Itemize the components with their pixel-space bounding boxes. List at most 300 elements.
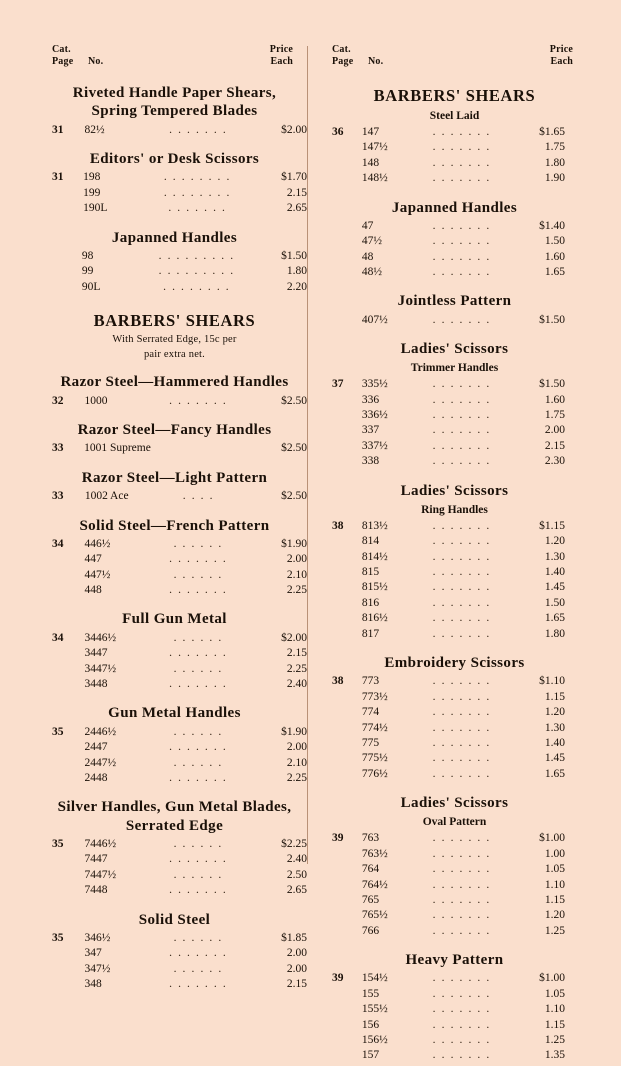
row-item-no: 147½ — [361, 141, 388, 154]
price-table — [332, 831, 587, 939]
row-leader-dots: . . . . . . . — [169, 771, 228, 784]
row-cat-page — [52, 977, 84, 992]
table-row — [332, 393, 587, 408]
row-item-no: 763 — [361, 832, 380, 845]
table-row — [52, 725, 307, 740]
price-table — [52, 123, 307, 138]
row-leader-dots: . . . . . . . — [432, 736, 491, 749]
column-header-cat: Cat. — [332, 44, 351, 55]
row-leader-dots: . . . . . . . — [169, 884, 228, 897]
row-cat-page — [332, 171, 362, 186]
row-leader-dots: . . . . . . . — [169, 123, 228, 136]
table-row — [52, 537, 307, 552]
price-table — [52, 394, 307, 409]
table-row — [52, 946, 307, 961]
row-item-no: 335½ — [361, 378, 388, 391]
row-price: 2.15 — [286, 647, 307, 660]
price-section — [52, 150, 307, 217]
row-price: 1.15 — [544, 690, 565, 703]
row-leader-dots: . . . . . . . — [432, 675, 491, 688]
table-row — [52, 552, 307, 567]
row-price: 1.30 — [544, 721, 565, 734]
row-price: 1.15 — [544, 893, 565, 906]
row-price: 1.80 — [544, 156, 565, 169]
left-column — [34, 44, 307, 994]
row-leader-dots: . . . . . . . — [432, 721, 491, 734]
row-item-no: 1000 — [84, 394, 108, 407]
row-price: 1.05 — [544, 863, 565, 876]
table-row — [52, 740, 307, 755]
row-cat-page — [332, 987, 362, 1002]
row-leader-dots: . . . . . . . — [432, 313, 491, 326]
table-row — [52, 756, 307, 771]
row-item-no: 774½ — [361, 721, 388, 734]
row-item-no: 156½ — [361, 1034, 388, 1047]
row-leader-dots: . . . . . . . — [432, 1018, 491, 1031]
row-item-no: 82½ — [84, 123, 105, 136]
row-cat-page — [332, 1048, 362, 1063]
table-row — [332, 893, 587, 908]
table-row — [332, 140, 587, 155]
row-item-no: 7448 — [84, 884, 108, 897]
table-row — [52, 186, 307, 201]
price-section — [332, 199, 587, 281]
row-leader-dots: . . . . . . . . . — [158, 265, 235, 278]
row-price: 2.25 — [286, 771, 307, 784]
section-title-line2: Serrated Edge — [125, 817, 224, 834]
row-price: $1.00 — [539, 832, 565, 845]
row-leader-dots: . . . . . . . — [169, 853, 228, 866]
table-row — [332, 736, 587, 751]
row-leader-dots: . . . . . . . — [432, 519, 491, 532]
row-price: $1.50 — [539, 313, 565, 326]
row-cat-page — [52, 740, 84, 755]
table-row — [332, 519, 587, 534]
section-title-line2: Spring Tempered Blades — [91, 103, 258, 120]
table-row — [332, 596, 587, 611]
row-item-no: 774 — [361, 706, 380, 719]
row-leader-dots: . . . . . . — [173, 662, 223, 675]
row-item-no: 198 — [83, 171, 101, 184]
row-cat-page — [332, 1002, 362, 1017]
row-leader-dots: . . . . . . . — [432, 409, 491, 422]
row-leader-dots: . . . . . . . . — [163, 186, 231, 199]
column-header-price-each — [144, 44, 307, 68]
row-price: 1.15 — [544, 1018, 565, 1031]
price-table — [52, 725, 307, 787]
row-leader-dots: . . . . . . . — [432, 878, 491, 891]
row-cat-page — [332, 423, 362, 438]
row-item-no: 190L — [83, 202, 108, 215]
row-price: $1.40 — [539, 219, 565, 232]
row-cat-page — [332, 908, 362, 923]
row-price: 1.05 — [544, 987, 565, 1000]
row-price: $2.00 — [281, 631, 307, 644]
row-cat-page — [332, 596, 362, 611]
section-title: Ladies' Scissors — [400, 795, 509, 812]
row-leader-dots: . . . . . . — [173, 756, 223, 769]
row-leader-dots: . . . . . . . — [432, 1049, 491, 1062]
column-header-no: No. — [88, 56, 104, 67]
row-leader-dots: . . . . . . . — [432, 156, 491, 169]
row-price: $2.25 — [281, 837, 307, 850]
section-title: Razor Steel—Fancy Handles — [77, 422, 272, 439]
row-cat-page — [332, 627, 362, 642]
price-section — [52, 798, 307, 898]
row-price: 1.25 — [544, 1034, 565, 1047]
section-title: Razor Steel—Hammered Handles — [60, 374, 289, 391]
section-subtitle: Trimmer Handles — [410, 362, 499, 375]
row-leader-dots: . . . . . . . — [432, 596, 491, 609]
price-table — [52, 631, 307, 693]
row-item-no: 1001 Supreme — [84, 442, 151, 455]
table-row — [332, 565, 587, 580]
row-price: 2.15 — [286, 978, 307, 991]
price-table — [52, 441, 307, 456]
price-section — [332, 951, 587, 1064]
column-header-page: Page — [332, 55, 354, 67]
price-table — [332, 377, 587, 469]
row-price: 2.00 — [286, 741, 307, 754]
row-cat-page — [52, 677, 84, 692]
row-price: 1.65 — [544, 767, 565, 780]
column-header-each: Each — [550, 55, 573, 67]
row-cat-page: 35 — [52, 837, 64, 850]
row-leader-dots: . . . . . . — [173, 725, 223, 738]
section-title: Riveted Handle Paper Shears, Spring Tempered Blades — [72, 85, 277, 120]
row-item-no: 148½ — [361, 172, 388, 185]
row-cat-page — [332, 736, 362, 751]
right-sections — [332, 86, 587, 1064]
row-leader-dots: . . . . . . . — [432, 767, 491, 780]
row-cat-page — [332, 156, 362, 171]
section-subtitle: Ring Handles — [421, 504, 488, 516]
section-title: Solid Steel — [138, 911, 211, 928]
row-price: $1.85 — [281, 931, 307, 944]
price-section — [332, 794, 587, 939]
row-price: $1.70 — [281, 171, 307, 184]
price-section — [332, 340, 587, 470]
row-item-no: 347 — [84, 947, 102, 960]
row-price: $1.00 — [539, 972, 565, 985]
table-row — [332, 265, 587, 280]
table-row — [52, 394, 307, 409]
row-leader-dots: . . . . . . — [173, 631, 223, 644]
row-price: 2.20 — [286, 280, 307, 293]
table-row — [332, 847, 587, 862]
row-leader-dots: . . . . . . . — [169, 553, 228, 566]
row-cat-page — [52, 852, 84, 867]
section-title: Ladies' Scissors — [400, 341, 509, 358]
price-table — [332, 971, 587, 1063]
row-leader-dots: . . . . . . . — [432, 550, 491, 563]
row-leader-dots: . . . . . . . — [432, 250, 491, 263]
row-cat-page: 34 — [52, 631, 64, 644]
table-row — [332, 423, 587, 438]
table-row — [332, 674, 587, 689]
row-price: 2.25 — [286, 662, 307, 675]
row-leader-dots: . . . . . . . — [169, 741, 228, 754]
table-row — [332, 878, 587, 893]
row-cat-page — [52, 552, 84, 567]
row-price: 2.10 — [286, 756, 307, 769]
row-cat-page — [332, 580, 362, 595]
row-price: 1.35 — [544, 1049, 565, 1062]
section-title: Heavy Pattern — [405, 952, 504, 969]
row-cat-page: 38 — [332, 675, 344, 688]
section-title: Jointless Pattern — [397, 293, 512, 310]
row-item-no: 3448 — [84, 677, 108, 690]
price-section — [52, 311, 307, 361]
row-item-no: 814 — [361, 535, 380, 548]
row-cat-page: 38 — [332, 519, 344, 532]
row-leader-dots: . . . . . . . . . — [158, 249, 235, 262]
table-row — [332, 987, 587, 1002]
row-item-no: 199 — [83, 186, 101, 199]
row-price: $2.50 — [281, 394, 307, 407]
price-section — [332, 292, 587, 328]
row-cat-page — [332, 250, 362, 265]
row-cat-page — [332, 219, 362, 234]
row-price: 1.40 — [544, 736, 565, 749]
column-header-price-each — [424, 44, 587, 68]
row-leader-dots: . . . . . . . — [169, 647, 228, 660]
table-row — [332, 250, 587, 265]
table-row — [52, 771, 307, 786]
row-item-no: 3447 — [84, 647, 108, 660]
row-price: 1.20 — [544, 535, 565, 548]
row-item-no: 147 — [361, 125, 380, 138]
row-price: 1.50 — [544, 596, 565, 609]
column-header-no: No. — [368, 56, 384, 67]
row-price: $2.50 — [281, 442, 307, 455]
row-leader-dots: . . . . . . . — [432, 172, 491, 185]
table-row — [52, 170, 307, 185]
row-cat-page — [332, 534, 362, 549]
row-cat-page — [332, 705, 362, 720]
right-column — [308, 44, 587, 1066]
row-cat-page — [52, 583, 84, 598]
row-price: $2.50 — [281, 490, 307, 503]
section-title: Gun Metal Handles — [108, 705, 241, 722]
price-table — [52, 931, 307, 993]
section-title: Japanned Handles — [391, 199, 518, 216]
table-row — [332, 125, 587, 140]
row-leader-dots: . . . . . . . — [432, 581, 491, 594]
row-item-no: 817 — [361, 627, 380, 640]
row-item-no: 814½ — [361, 550, 388, 563]
row-item-no: 764 — [361, 863, 380, 876]
table-row — [332, 862, 587, 877]
row-cat-page: 36 — [332, 125, 344, 138]
row-leader-dots: . . . . . . . — [432, 612, 491, 625]
row-price: 1.20 — [544, 909, 565, 922]
section-title: Full Gun Metal — [122, 611, 227, 628]
row-cat-page — [332, 313, 362, 328]
table-row — [52, 883, 307, 898]
price-section — [52, 229, 307, 296]
row-price: 1.00 — [544, 847, 565, 860]
table-row — [332, 377, 587, 392]
row-item-no: 336½ — [361, 409, 388, 422]
price-table — [52, 249, 307, 295]
price-table — [52, 489, 307, 504]
price-section — [52, 911, 307, 993]
row-leader-dots: . . . . . . . — [432, 266, 491, 279]
row-cat-page — [52, 568, 84, 583]
table-row — [332, 690, 587, 705]
table-row — [332, 721, 587, 736]
row-item-no: 815½ — [361, 581, 388, 594]
row-leader-dots: . . . . . . . — [432, 378, 491, 391]
left-sections — [52, 84, 307, 992]
section-title: Editors' or Desk Scissors — [89, 151, 260, 167]
row-cat-page — [332, 611, 362, 626]
row-item-no: 337½ — [361, 439, 388, 452]
row-leader-dots: . . . . . . . — [432, 125, 491, 138]
row-item-no: 816 — [361, 596, 380, 609]
column-header-cat-page — [332, 44, 366, 68]
row-price: 1.80 — [286, 265, 307, 278]
row-cat-page — [52, 646, 84, 661]
column-header-cat-page — [52, 44, 86, 68]
table-row — [332, 534, 587, 549]
row-cat-page — [332, 565, 362, 580]
price-table — [52, 837, 307, 899]
section-subtitle: Oval Pattern — [422, 816, 487, 829]
table-row — [332, 439, 587, 454]
row-price: 2.50 — [286, 868, 307, 881]
row-item-no: 773 — [361, 675, 380, 688]
row-cat-page: 39 — [332, 832, 344, 845]
table-row — [332, 156, 587, 171]
row-leader-dots: . . . . . . . — [432, 832, 491, 845]
table-row — [332, 1018, 587, 1033]
table-row — [332, 408, 587, 423]
row-item-no: 775½ — [361, 752, 388, 765]
row-leader-dots: . . . . . . . — [432, 235, 491, 248]
table-row — [52, 868, 307, 883]
row-item-no: 763½ — [361, 847, 388, 860]
row-price: $1.10 — [539, 675, 565, 688]
row-price: $1.50 — [281, 249, 307, 262]
row-cat-page: 31 — [52, 123, 64, 136]
price-table — [332, 674, 587, 782]
table-row — [52, 123, 307, 138]
row-item-no: 813½ — [361, 519, 388, 532]
row-item-no: 816½ — [361, 612, 388, 625]
table-row — [332, 234, 587, 249]
row-cat-page — [332, 751, 362, 766]
table-row — [332, 767, 587, 782]
row-price: 1.65 — [544, 266, 565, 279]
row-leader-dots: . . . . — [182, 490, 215, 503]
row-cat-page — [332, 1018, 362, 1033]
row-cat-page — [332, 393, 362, 408]
table-row — [332, 219, 587, 234]
row-leader-dots: . . . . . . . — [169, 394, 228, 407]
row-item-no: 7446½ — [84, 837, 117, 850]
table-row — [52, 677, 307, 692]
table-row — [52, 264, 307, 279]
row-item-no: 3446½ — [84, 631, 117, 644]
row-item-no: 407½ — [361, 313, 388, 326]
price-section — [52, 373, 307, 409]
table-row — [52, 646, 307, 661]
row-cat-page — [52, 249, 82, 264]
row-cat-page — [52, 280, 82, 295]
row-leader-dots: . . . . . . . — [432, 987, 491, 1000]
table-row — [52, 280, 307, 295]
section-title: Razor Steel—Light Pattern — [81, 469, 268, 486]
row-leader-dots: . . . . . . . — [432, 752, 491, 765]
row-leader-dots: . . . . . . . — [432, 924, 491, 937]
row-item-no: 348 — [84, 978, 102, 991]
price-section — [332, 86, 587, 187]
row-price: 1.50 — [544, 235, 565, 248]
row-item-no: 154½ — [361, 972, 388, 985]
row-item-no: 7447 — [84, 853, 108, 866]
row-cat-page: 31 — [52, 171, 64, 184]
row-leader-dots: . . . . . . . — [432, 439, 491, 452]
price-table — [332, 313, 587, 328]
row-price: 1.30 — [544, 550, 565, 563]
row-cat-page — [332, 767, 362, 782]
row-price: 1.60 — [544, 250, 565, 263]
row-price: $1.90 — [281, 537, 307, 550]
row-price: 1.80 — [544, 627, 565, 640]
row-leader-dots: . . . . . . . — [432, 455, 491, 468]
table-row — [52, 249, 307, 264]
table-row — [332, 1033, 587, 1048]
row-cat-page — [52, 264, 82, 279]
row-item-no: 2448 — [84, 771, 108, 784]
row-cat-page — [332, 847, 362, 862]
row-leader-dots: . . . . . . . . — [163, 280, 231, 293]
row-item-no: 90L — [81, 280, 101, 293]
section-title: BARBERS' SHEARS — [93, 311, 256, 331]
row-item-no: 765 — [361, 893, 380, 906]
row-cat-page: 39 — [332, 972, 344, 985]
left-column-header — [52, 44, 307, 70]
price-section — [332, 482, 587, 642]
row-price: 2.65 — [286, 202, 307, 215]
row-cat-page: 33 — [52, 442, 64, 455]
row-item-no: 148 — [361, 156, 380, 169]
row-leader-dots: . . . . . . . — [432, 847, 491, 860]
row-price: 2.40 — [286, 853, 307, 866]
row-leader-dots: . . . . . . . — [432, 1003, 491, 1016]
row-item-no: 766 — [361, 924, 380, 937]
row-cat-page — [52, 868, 84, 883]
right-column-header — [332, 44, 587, 70]
table-row — [332, 705, 587, 720]
row-cat-page — [332, 893, 362, 908]
column-header-price: Price — [549, 44, 573, 55]
row-leader-dots: . . . . . . . — [432, 627, 491, 640]
row-cat-page — [332, 408, 362, 423]
row-leader-dots: . . . . . . . — [432, 424, 491, 437]
table-row — [332, 550, 587, 565]
section-title: Embroidery Scissors — [384, 655, 525, 672]
column-header-price: Price — [269, 44, 293, 55]
row-item-no: 155½ — [361, 1003, 388, 1016]
row-item-no: 336 — [361, 393, 380, 406]
row-cat-page: 33 — [52, 490, 64, 503]
row-price: 2.00 — [544, 424, 565, 437]
row-item-no: 765½ — [361, 909, 388, 922]
row-item-no: 48 — [361, 250, 374, 263]
